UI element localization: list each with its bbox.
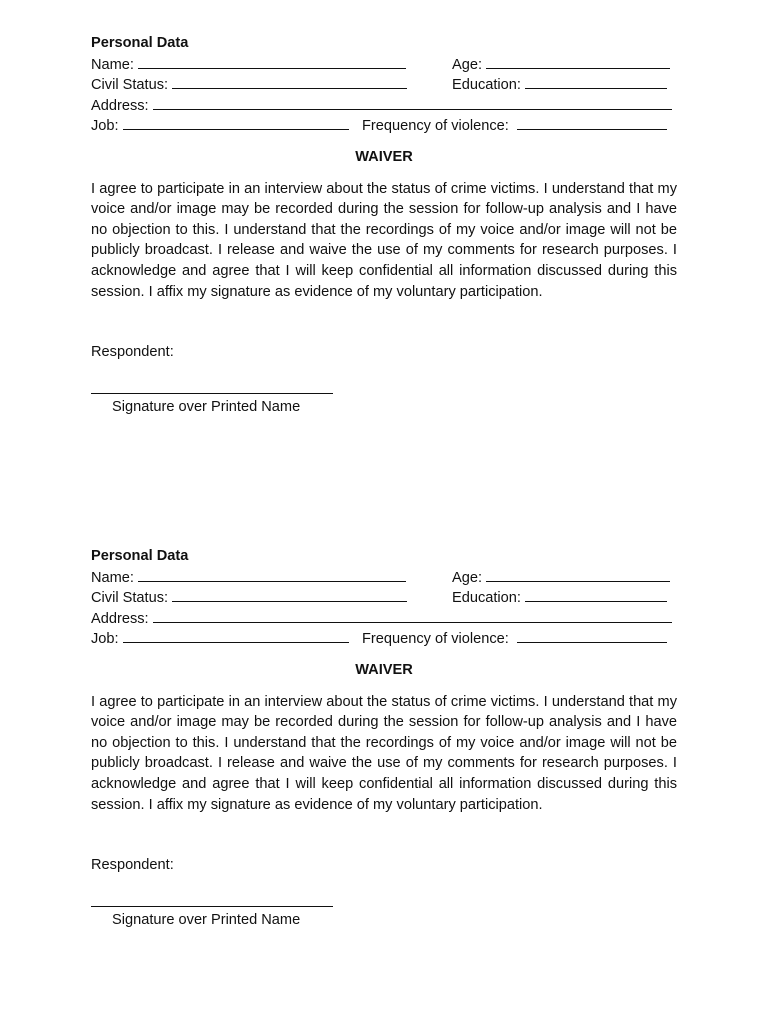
waiver-form-1: [91, 33, 677, 417]
name-label: Name:: [91, 56, 134, 73]
signature-caption: Signature over Printed Name: [112, 911, 301, 928]
signature-line[interactable]: [91, 906, 333, 907]
name-label: Name:: [91, 569, 134, 586]
name-blank[interactable]: [138, 567, 406, 582]
civil-status-blank[interactable]: [172, 587, 407, 602]
waiver-title: WAIVER: [355, 661, 413, 678]
frequency-blank[interactable]: [517, 628, 667, 643]
education-field: [452, 587, 667, 609]
frequency-label: Frequency of violence:: [362, 631, 509, 648]
waiver-text: I agree to participate in an interview about the status of crime victims. I understand that my voice and/or image may be recorded during the session for follow-up analysis and I have no objection to this. I understand that the recordings of my voice and/or image will not be publicly broadcast. I release and waive the use of my comments for research purposes. I acknowledge and agree that I will keep confidential all information discussed during this session. I affix my signature as evidence of my voluntary participation.: [91, 180, 677, 300]
education-blank[interactable]: [525, 587, 667, 602]
civil-education-row: [91, 74, 677, 95]
age-label: Age:: [452, 56, 483, 73]
job-frequency-row: [91, 628, 677, 649]
name-age-row: [91, 567, 677, 588]
job-blank[interactable]: [123, 628, 349, 643]
civil-education-row: [91, 587, 677, 608]
frequency-field: [362, 115, 667, 137]
frequency-blank[interactable]: [517, 115, 667, 130]
address-blank[interactable]: [153, 95, 672, 110]
signature-caption: Signature over Printed Name: [112, 398, 301, 415]
personal-data-heading: Personal Data: [91, 548, 189, 564]
age-label: Age:: [452, 569, 483, 586]
age-field: [452, 567, 670, 589]
waiver-title: WAIVER: [355, 148, 413, 165]
age-field: [452, 54, 670, 76]
address-label: Address:: [91, 610, 149, 627]
job-label: Job:: [91, 631, 119, 648]
education-label: Education:: [452, 590, 521, 607]
name-blank[interactable]: [138, 54, 406, 69]
education-blank[interactable]: [525, 74, 667, 89]
civil-status-blank[interactable]: [172, 74, 407, 89]
civil-status-label: Civil Status:: [91, 590, 169, 607]
address-label: Address:: [91, 97, 149, 114]
education-field: [452, 74, 667, 96]
frequency-label: Frequency of violence:: [362, 118, 509, 135]
job-label: Job:: [91, 118, 119, 135]
address-row: [91, 608, 677, 629]
address-blank[interactable]: [153, 608, 672, 623]
respondent-label: Respondent:: [91, 344, 174, 361]
job-blank[interactable]: [123, 115, 349, 130]
job-frequency-row: [91, 115, 677, 136]
frequency-field: [362, 628, 667, 650]
address-row: [91, 95, 677, 116]
civil-status-label: Civil Status:: [91, 77, 169, 94]
age-blank[interactable]: [486, 567, 670, 582]
signature-line[interactable]: [91, 393, 333, 394]
waiver-text: I agree to participate in an interview about the status of crime victims. I understand that my voice and/or image may be recorded during the session for follow-up analysis and I have no objection to this. I understand that the recordings of my voice and/or image will not be publicly broadcast. I release and waive the use of my comments for research purposes. I acknowledge and agree that I will keep confidential all information discussed during this session. I affix my signature as evidence of my voluntary participation.: [91, 693, 677, 813]
education-label: Education:: [452, 77, 521, 94]
waiver-form-2: [91, 546, 677, 930]
name-age-row: [91, 54, 677, 75]
age-blank[interactable]: [486, 54, 670, 69]
respondent-label: Respondent:: [91, 857, 174, 874]
personal-data-heading: Personal Data: [91, 35, 189, 51]
